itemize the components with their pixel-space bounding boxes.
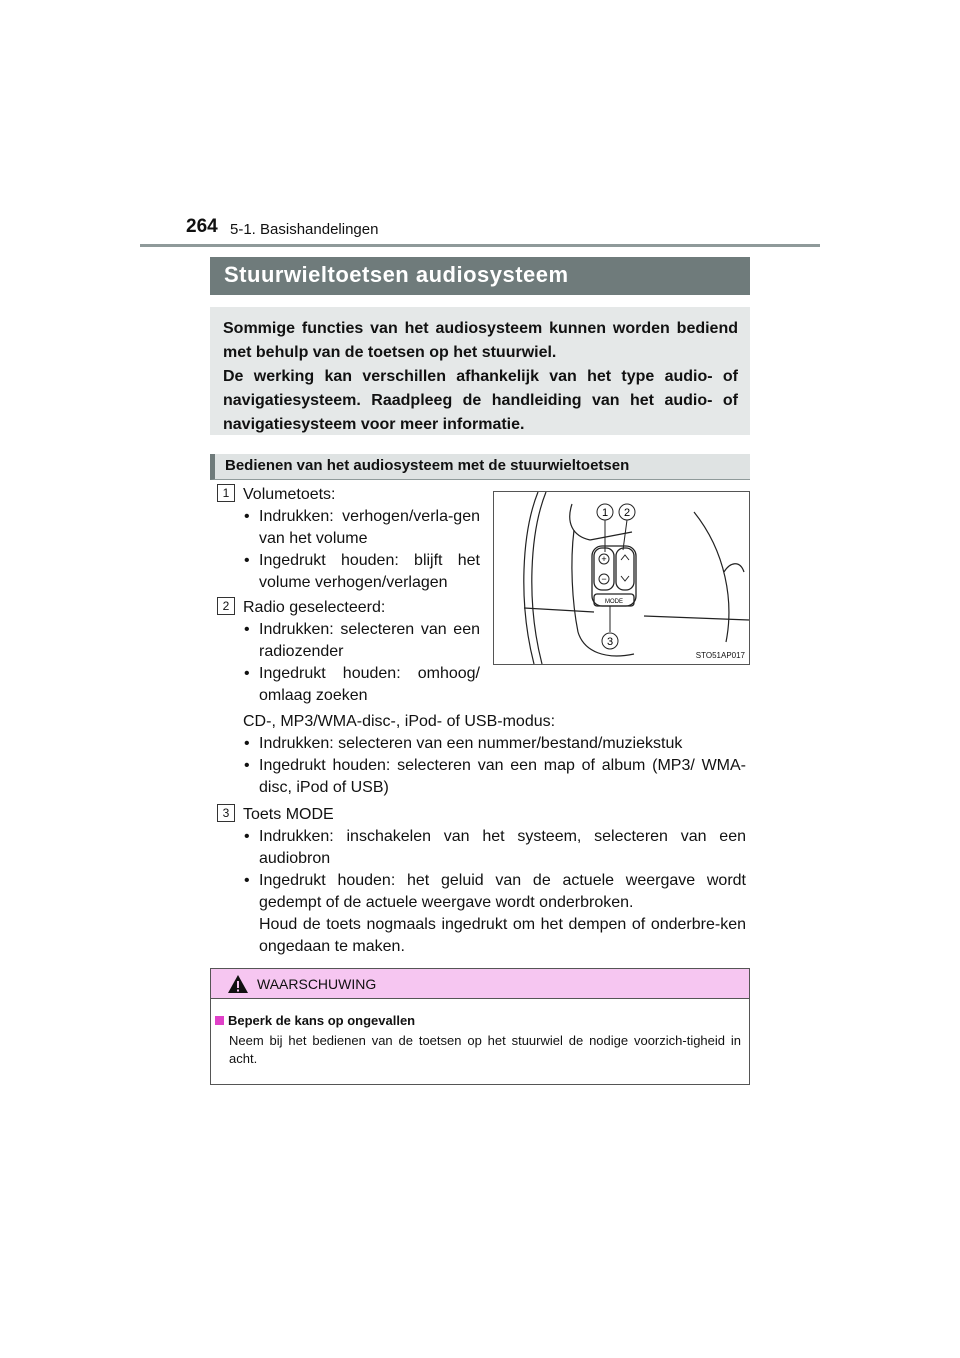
- square-bullet-icon: [215, 1016, 224, 1025]
- item-number-1: 1: [217, 484, 235, 502]
- item-2-label: Radio geselecteerd:: [243, 599, 386, 616]
- subheading-bar: [210, 454, 750, 480]
- callout-2: 2: [623, 507, 631, 519]
- intro-box: [210, 307, 750, 435]
- seek-up-icon: [621, 555, 629, 560]
- volume-down-icon: [599, 574, 609, 584]
- page-title: Stuurwieltoetsen audiosysteem: [224, 262, 569, 287]
- callout-3: 3: [606, 636, 614, 648]
- intro-paragraph-1: Sommige functies van het audiosysteem kunnen worden bediend met behulp van de toetsen op het stuurwiel.: [223, 320, 738, 361]
- item-2-label-2: CD-, MP3/WMA-disc-, iPod- of USB-modus:: [243, 713, 556, 730]
- warning-title: WAARSCHUWING: [257, 976, 377, 992]
- item-2-bullet-1: • Indrukken: selecteren van een radiozender: [244, 621, 480, 660]
- mode-button-label: MODE: [605, 599, 623, 605]
- svg-text:−: −: [601, 574, 607, 584]
- item-1-bullet-2: • Ingedrukt houden: blijft het volume verhogen/verlagen: [244, 552, 480, 591]
- item-3-bullet-2: • Ingedrukt houden: het geluid van de actuele weergave wordt gedempt of de actuele weergave wordt onderbroken.: [244, 872, 746, 911]
- item-3-continuation: Houd de toets nogmaals ingedrukt om het dempen of onderbre-ken ongedaan te maken.: [259, 916, 746, 955]
- intro-paragraph-2: De werking kan verschillen afhankelijk van het type audio- of navigatiesysteem. Raadpleeg de handleiding van het audio- of navigatiesysteem voor meer informatie.: [223, 368, 738, 433]
- item-2-bullet-2: • Ingedrukt houden: omhoog/ omlaag zoeken: [244, 665, 480, 704]
- seek-down-icon: [621, 576, 629, 581]
- warning-box: [210, 968, 750, 1085]
- warning-body: Neem bij het bedienen van de toetsen op het stuurwiel de nodige voorzich-tigheid in acht.: [229, 1033, 741, 1066]
- figure-code: STO51AP017: [695, 651, 745, 660]
- volume-up-icon: [599, 554, 609, 564]
- svg-text:+: +: [601, 554, 607, 564]
- callout-1: 1: [601, 507, 609, 519]
- page-number: 264: [186, 216, 218, 237]
- steering-wheel-illustration: [494, 492, 749, 664]
- header-rule: [140, 244, 820, 247]
- warning-header: [211, 969, 749, 999]
- item-3-bullet-1: • Indrukken: inschakelen van het systeem, selecteren van een audiobron: [244, 828, 746, 867]
- item-number-2: 2: [217, 597, 235, 615]
- item-number-3: 3: [217, 804, 235, 822]
- item-3-label: Toets MODE: [243, 806, 334, 823]
- item-1-label: Volumetoets:: [243, 486, 336, 503]
- steering-wheel-figure: [493, 491, 750, 665]
- title-bar: [210, 257, 750, 295]
- subheading: Bedienen van het audiosysteem met de stuurwieltoetsen: [225, 457, 630, 474]
- section-title: 5-1. Basishandelingen: [230, 221, 379, 238]
- item-1-bullet-1: • Indrukken: verhogen/verla-gen van het volume: [244, 508, 480, 547]
- item-2-bullet-4: • Ingedrukt houden: selecteren van een map of album (MP3/ WMA-disc, iPod of USB): [244, 757, 746, 796]
- item-2-bullet-3: • Indrukken: selecteren van een nummer/bestand/muziekstuk: [244, 735, 683, 752]
- warning-icon: [227, 974, 249, 994]
- warning-subtitle: Beperk de kans op ongevallen: [215, 1013, 415, 1028]
